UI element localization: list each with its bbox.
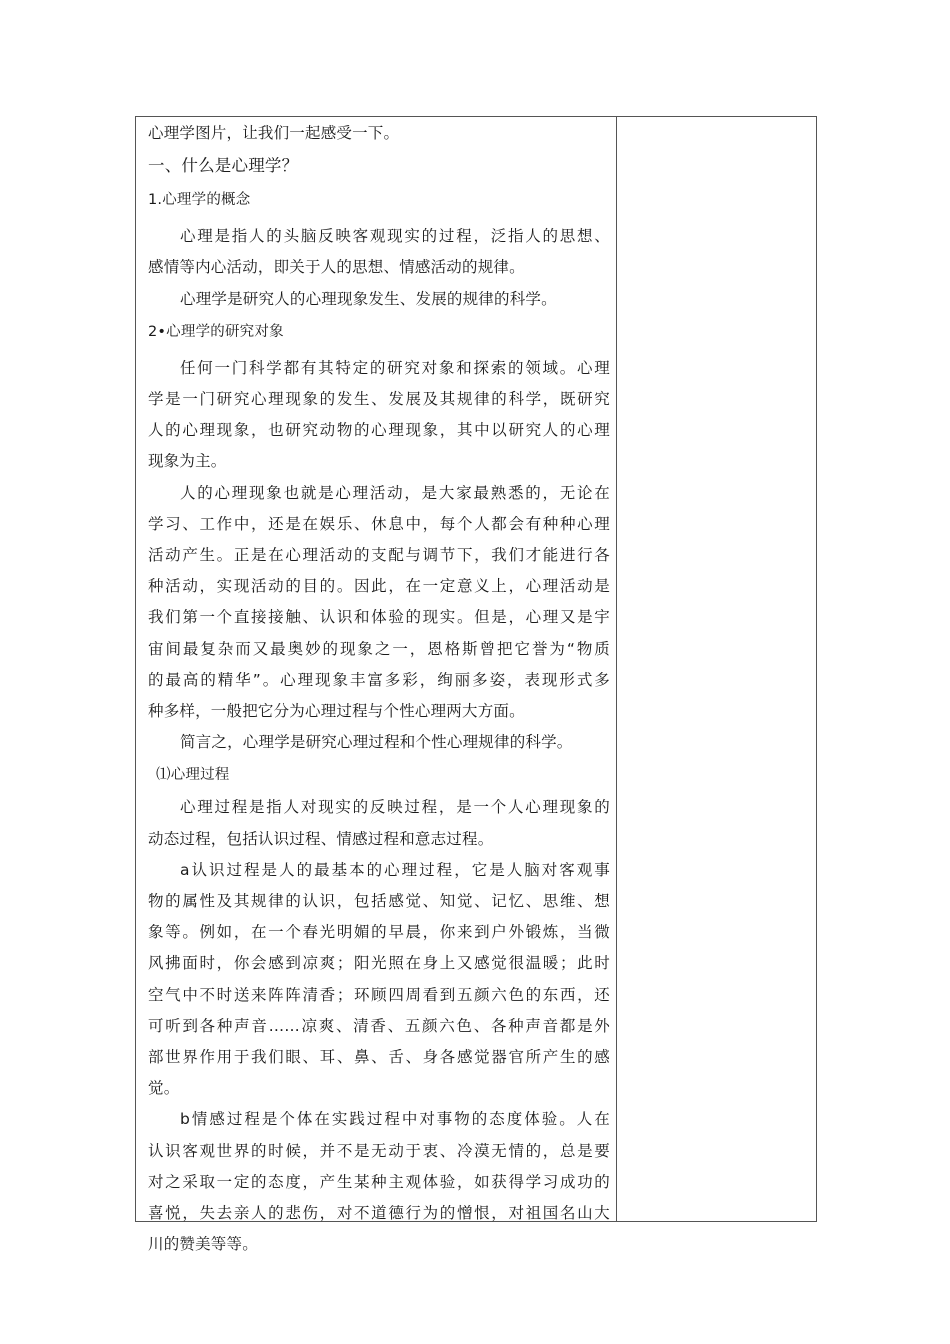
column-divider [616, 116, 617, 1222]
paragraph-definition: 心理学是研究人的心理现象发生、发展的规律的科学。 [180, 289, 557, 308]
section-heading: 一、什么是心理学？ [148, 156, 299, 176]
paragraph-cognition: a认识过程是人的最基本的心理过程，它是人脑对客观事 物的属性及其规律的认识，包括感觉、知觉、记忆、思维、想 象等。例如，在一个春光明媚的早晨，你来到户外锻炼，当微 风拂面时，你会感到凉爽；阳光照在身上又感觉很温暖；此时 空气中不时送来阵阵清香；环顾四周看到五颜六色的东西，还 可听到各种声音……凉爽、清香、五颜六色、各种声音都是外 部世界作用于我们眼、耳、鼻、舌、身各感觉器官所产生的感 觉。 [148, 860, 610, 1098]
paragraph-phenomena: 人的心理现象也就是心理活动，是大家最熟悉的，无论在 学习、工作中，还是在娱乐、休息中，每个人都会有种种心理 活动产生。正是在心理活动的支配与调节下，我们才能进行各 种活动，实现活动的目的。因此，在一定意义上，心理活动是 我们第一个直接接触、认识和体验的现实。但是，心理又是宇 宙间最复杂而又最奥妙的现象之一，恩格斯曾把它誉为“物质 的最高的精华”。心理现象丰富多彩，绚丽多姿，表现形式多 种多样，一般把它分为心理过程与个性心理两大方面。 [148, 483, 610, 721]
subheading-object: 2•心理学的研究对象 [148, 323, 284, 340]
paragraph-emotion: b情感过程是个体在实践过程中对事物的态度体验。人在 认识客观世界的时候，并不是无动于衷、冷漠无情的，总是要 对之采取一定的态度，产生某种主观体验，如获得学习成功的 喜悦，失去亲人的悲伤，对不道德行为的憎恨，对祖国名山大 川的赞美等等。 [148, 1110, 610, 1254]
lesson-content [148, 118, 610, 1261]
paragraph-concept: 心理是指人的头脑反映客观现实的过程，泛指人的思想、 感情等内心活动，即关于人的思想、情感活动的规律。 [148, 227, 610, 277]
subheading-concept: 1.心理学的概念 [148, 192, 251, 209]
paragraph-summary: 简言之，心理学是研究心理过程和个性心理规律的科学。 [180, 733, 573, 752]
paragraph-process: 心理过程是指人对现实的反映过程，是一个人心理现象的 动态过程，包括认识过程、情感过程和意志过程。 [148, 798, 610, 848]
paragraph-object: 任何一门科学都有其特定的研究对象和探索的领域。心理 学是一门研究心理现象的发生、发展及其规律的科学，既研究 人的心理现象，也研究动物的心理现象，其中以研究人的心理 现象为主。 [148, 358, 610, 471]
subheading-process: ⑴心理过程 [156, 767, 230, 784]
intro-line: 心理学图片，让我们一起感受一下。 [148, 124, 400, 142]
